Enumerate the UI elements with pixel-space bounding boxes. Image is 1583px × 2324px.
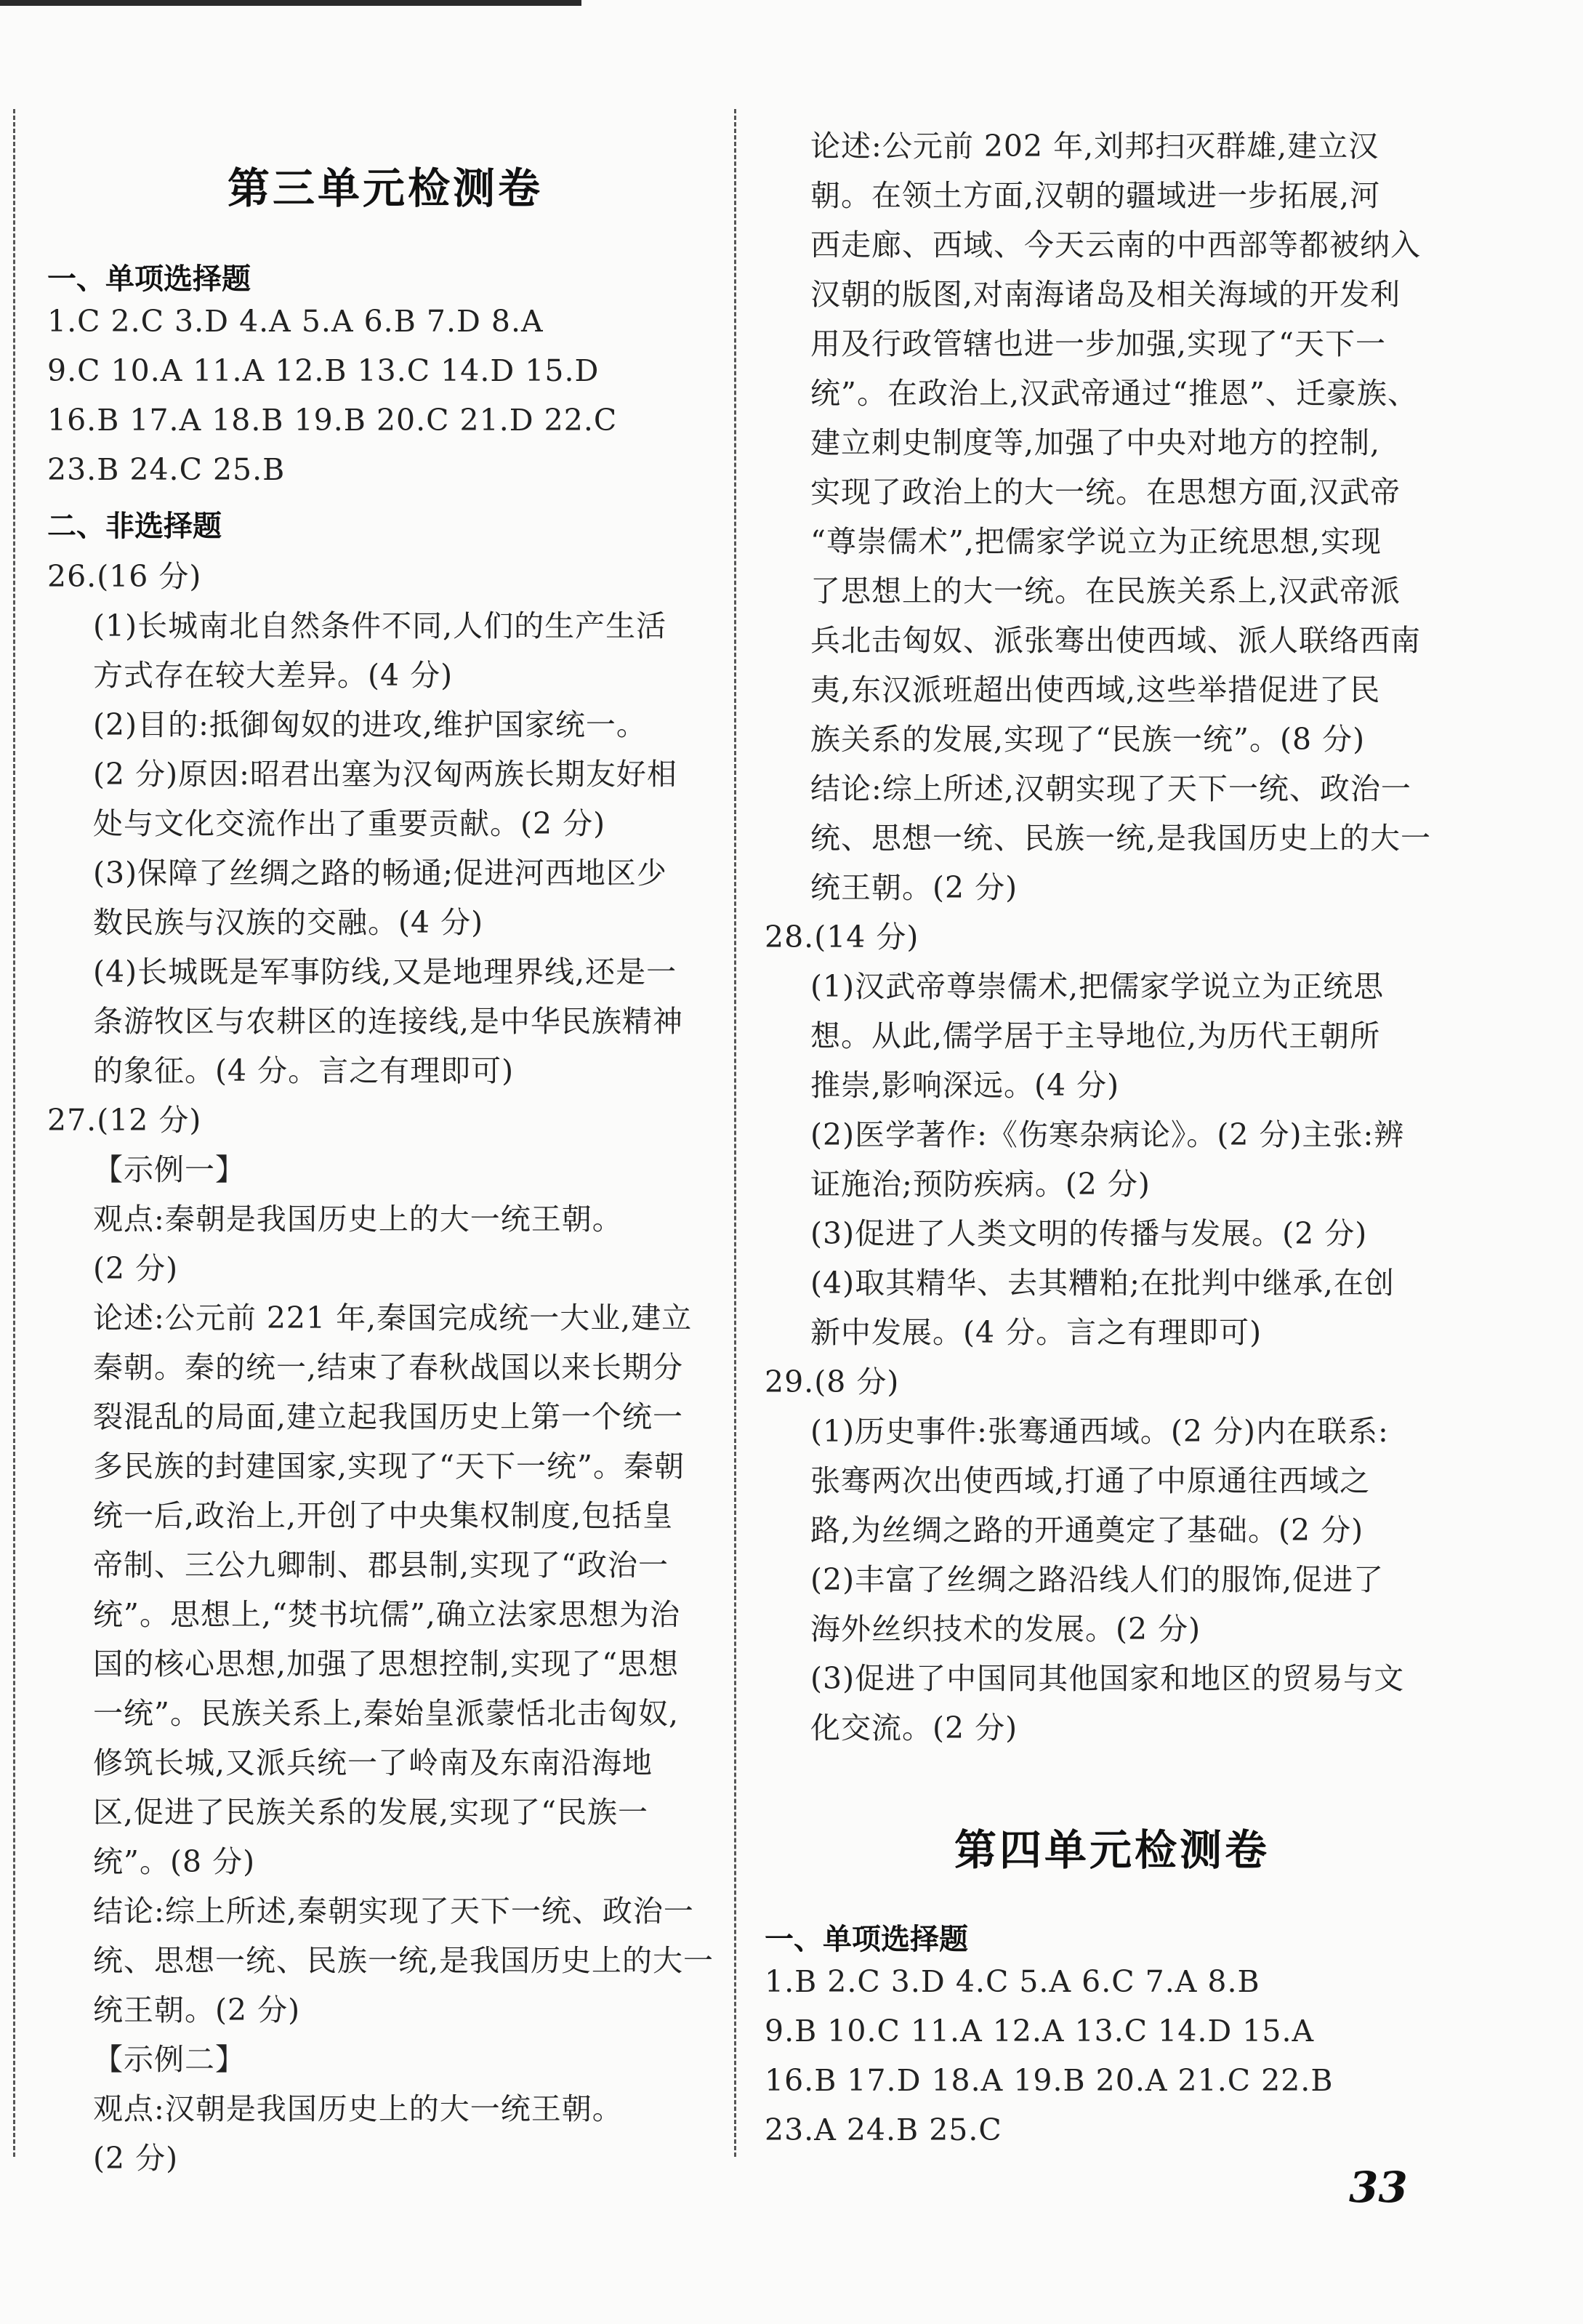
text-line: 想。从此,儒学居于主导地位,为历代王朝所 <box>810 1018 1381 1053</box>
column-divider-center <box>734 109 736 2157</box>
text-line: 海外丝织技术的发展。(2 分) <box>810 1612 1201 1646</box>
text-line: 29.(8 分) <box>765 1364 900 1399</box>
text-line: (2)医学著作:《伤寒杂病论》。(2 分)主张:辨 <box>810 1117 1405 1152</box>
text-line: 多民族的封建国家,实现了“天下一统”。秦朝 <box>93 1449 685 1484</box>
text-line: (1)历史事件:张骞通西域。(2 分)内在联系: <box>810 1414 1389 1449</box>
text-line: 汉朝的版图,对南海诸岛及相关海域的开发利 <box>810 277 1401 312</box>
answer-row: 23.B 24.C 25.B <box>47 452 286 487</box>
answer-row: 1.C 2.C 3.D 4.A 5.A 6.B 7.D 8.A <box>47 304 544 339</box>
unit4-title: 第四单元检测卷 <box>954 1825 1270 1875</box>
text-line: 秦朝。秦的统一,结束了春秋战国以来长期分 <box>93 1350 684 1385</box>
unit3-section2-heading: 二、非选择题 <box>47 510 222 543</box>
text-line: 处与文化交流作出了重要贡献。(2 分) <box>93 806 606 841</box>
text-line: (2)目的:抵御匈奴的进攻,维护国家统一。 <box>93 707 647 742</box>
text-line: (4)长城既是军事防线,又是地理界线,还是一 <box>93 954 677 989</box>
text-line: (3)促进了中国同其他国家和地区的贸易与文 <box>810 1661 1405 1696</box>
text-line: (2)丰富了丝绸之路沿线人们的服饰,促进了 <box>810 1562 1385 1597</box>
text-line: 化交流。(2 分) <box>810 1710 1018 1745</box>
page-number: 33 <box>1349 2163 1408 2212</box>
text-line: 统”。思想上,“焚书坑儒”,确立法家思想为治 <box>93 1597 680 1632</box>
text-line: 修筑长城,又派兵统一了岭南及东南沿海地 <box>93 1745 653 1780</box>
text-line: 【示例一】 <box>93 1152 246 1187</box>
text-line: 裂混乱的局面,建立起我国历史上第一个统一 <box>93 1399 684 1434</box>
text-line: (2 分) <box>93 1251 179 1286</box>
text-line: 西走廊、西域、今天云南的中西部等都被纳入 <box>810 228 1421 262</box>
answer-row: 16.B 17.D 18.A 19.B 20.A 21.C 22.B <box>765 2063 1334 2098</box>
text-line: 论述:公元前 202 年,刘邦扫灭群雄,建立汉 <box>810 129 1379 164</box>
text-line: 观点:秦朝是我国历史上的大一统王朝。 <box>93 1202 623 1237</box>
unit4-section1-heading: 一、单项选择题 <box>765 1923 968 1956</box>
text-line: 【示例二】 <box>93 2042 246 2077</box>
text-line: 夷,东汉派班超出使西域,这些举措促进了民 <box>810 672 1381 707</box>
text-line: 朝。在领土方面,汉朝的疆域进一步拓展,河 <box>810 178 1381 213</box>
text-line: 数民族与汉族的交融。(4 分) <box>93 905 484 940</box>
text-line: (2 分)原因:昭君出塞为汉匈两族长期友好相 <box>93 757 677 792</box>
top-rule <box>0 0 581 6</box>
text-line: 兵北击匈奴、派张骞出使西域、派人联络西南 <box>810 623 1421 658</box>
unit3-title: 第三单元检测卷 <box>227 164 543 213</box>
text-line: 了思想上的大一统。在民族关系上,汉武帝派 <box>810 574 1401 608</box>
text-line: 结论:综上所述,汉朝实现了天下一统、政治一 <box>810 771 1411 806</box>
text-line: 张骞两次出使西域,打通了中原通往西域之 <box>810 1463 1371 1498</box>
text-line: 统、思想一统、民族一统,是我国历史上的大一 <box>93 1943 714 1978</box>
text-line: 用及行政管辖也进一步加强,实现了“天下一 <box>810 326 1386 361</box>
text-line: (3)保障了丝绸之路的畅通;促进河西地区少 <box>93 856 667 890</box>
text-line: (4)取其精华、去其糟粕;在批判中继承,在创 <box>810 1266 1395 1300</box>
text-line: 方式存在较大差异。(4 分) <box>93 658 454 693</box>
text-line: (1)汉武帝尊崇儒术,把儒家学说立为正统思 <box>810 969 1385 1004</box>
text-line: “尊崇儒术”,把儒家学说立为正统思想,实现 <box>810 524 1382 559</box>
text-line: 条游牧区与农耕区的连接线,是中华民族精神 <box>93 1004 684 1039</box>
text-line: (1)长城南北自然条件不同,人们的生产生活 <box>93 608 667 643</box>
text-line: 26.(16 分) <box>47 559 202 594</box>
text-line: 观点:汉朝是我国历史上的大一统王朝。 <box>93 2091 623 2126</box>
answer-row: 1.B 2.C 3.D 4.C 5.A 6.C 7.A 8.B <box>765 1964 1260 1999</box>
text-line: 族关系的发展,实现了“民族一统”。(8 分) <box>810 722 1366 757</box>
text-line: (2 分) <box>93 2141 179 2176</box>
text-line: 推崇,影响深远。(4 分) <box>810 1068 1120 1103</box>
unit3-section1-heading: 一、单项选择题 <box>47 262 251 296</box>
text-line: 统王朝。(2 分) <box>810 870 1018 905</box>
text-line: 统”。在政治上,汉武帝通过“推恩”、迁豪族、 <box>810 376 1418 411</box>
answer-row: 16.B 17.A 18.B 19.B 20.C 21.D 22.C <box>47 403 618 438</box>
text-line: 帝制、三公九卿制、郡县制,实现了“政治一 <box>93 1548 669 1583</box>
text-line: 统、思想一统、民族一统,是我国历史上的大一 <box>810 821 1432 856</box>
column-divider-left <box>13 109 15 2157</box>
text-line: 区,促进了民族关系的发展,实现了“民族一 <box>93 1795 649 1830</box>
text-line: 新中发展。(4 分。言之有理即可) <box>810 1315 1262 1350</box>
text-line: (3)促进了人类文明的传播与发展。(2 分) <box>810 1216 1368 1251</box>
text-line: 28.(14 分) <box>765 920 919 954</box>
text-line: 国的核心思想,加强了思想控制,实现了“思想 <box>93 1646 680 1681</box>
answer-row: 9.B 10.C 11.A 12.A 13.C 14.D 15.A <box>765 2014 1315 2048</box>
text-line: 论述:公元前 221 年,秦国完成统一大业,建立 <box>93 1300 693 1335</box>
text-line: 统王朝。(2 分) <box>93 1993 301 2027</box>
text-line: 路,为丝绸之路的开通奠定了基础。(2 分) <box>810 1513 1364 1548</box>
answer-row: 9.C 10.A 11.A 12.B 13.C 14.D 15.D <box>47 353 600 388</box>
text-line: 27.(12 分) <box>47 1103 202 1138</box>
text-line: 一统”。民族关系上,秦始皇派蒙恬北击匈奴, <box>93 1696 680 1731</box>
text-line: 统”。(8 分) <box>93 1844 256 1879</box>
text-line: 的象征。(4 分。言之有理即可) <box>93 1053 515 1088</box>
text-line: 建立刺史制度等,加强了中央对地方的控制, <box>810 425 1381 460</box>
text-line: 统一后,政治上,开创了中央集权制度,包括皇 <box>93 1498 674 1533</box>
answer-row: 23.A 24.B 25.C <box>765 2112 1002 2147</box>
text-line: 实现了政治上的大一统。在思想方面,汉武帝 <box>810 475 1401 510</box>
text-line: 结论:综上所述,秦朝实现了天下一统、政治一 <box>93 1894 694 1929</box>
text-line: 证施治;预防疾病。(2 分) <box>810 1167 1151 1202</box>
